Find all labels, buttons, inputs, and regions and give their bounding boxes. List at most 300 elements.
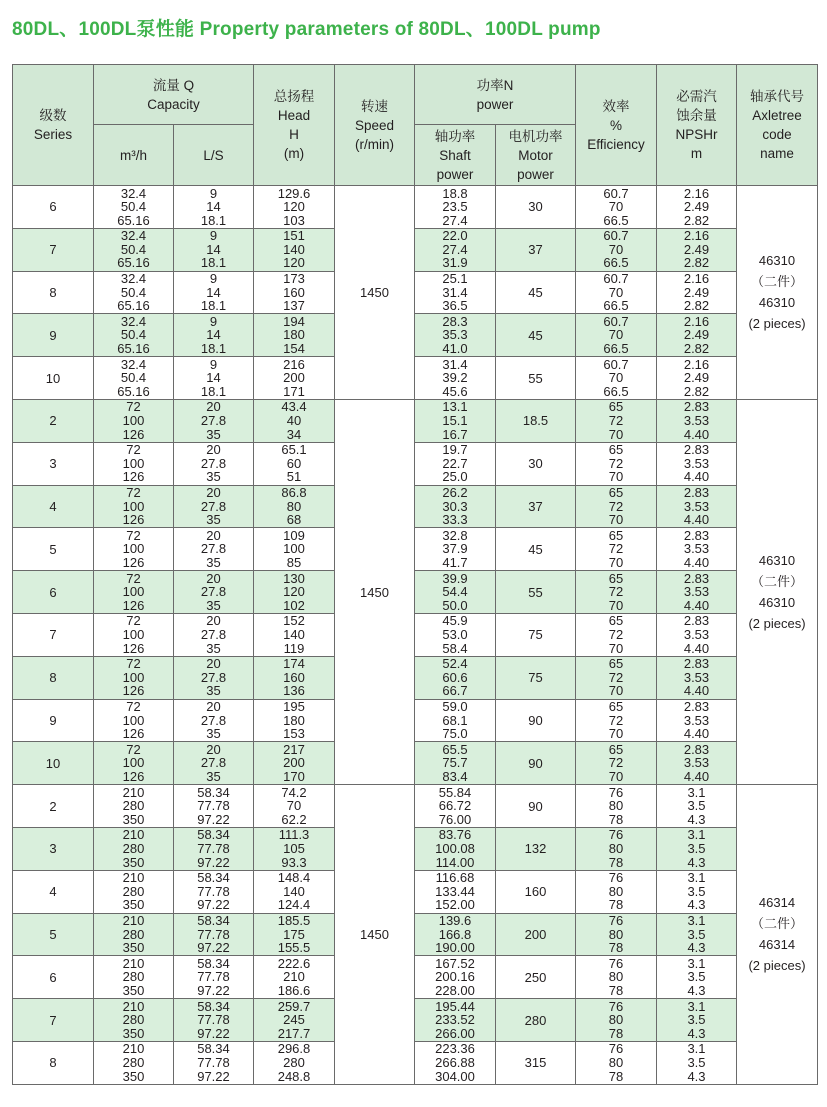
header-axletree-en1: Axletree <box>752 108 802 123</box>
table-row <box>13 785 818 828</box>
shaft-power-cell-value: 200.16 <box>435 969 475 985</box>
shaft-power-cell-value: 25.1 <box>442 271 468 287</box>
npsh-cell <box>657 956 737 999</box>
capacity-ls-cell <box>174 656 254 699</box>
capacity-m3h-cell <box>94 613 174 656</box>
axletree-cell <box>737 399 818 784</box>
head-cell-value: 148.4 <box>277 870 311 886</box>
table-row <box>13 271 818 314</box>
shaft-power-cell-value: 100.08 <box>435 841 475 857</box>
head-cell-value: 222.6 <box>277 955 311 971</box>
capacity-m3h-cell-value: 72 <box>126 485 141 501</box>
capacity-m3h-cell-value: 280 <box>122 883 145 899</box>
capacity-m3h-cell-value: 100 <box>122 712 145 728</box>
head-cell <box>254 656 335 699</box>
shaft-power-cell <box>415 228 496 271</box>
capacity-ls-cell <box>174 528 254 571</box>
efficiency-cell-value: 72 <box>608 584 624 600</box>
head-cell-value: 62.2 <box>281 811 307 827</box>
npsh-cell-value: 4.40 <box>683 597 710 613</box>
head-cell <box>254 1041 335 1084</box>
efficiency-cell-value: 65 <box>608 570 624 586</box>
capacity-m3h-cell-value: 65.16 <box>117 341 150 357</box>
capacity-m3h-cell-value: 350 <box>122 897 145 913</box>
head-cell-value: 194 <box>283 313 305 329</box>
efficiency-cell <box>576 528 657 571</box>
npsh-cell <box>657 442 737 485</box>
capacity-m3h-cell-value: 32.4 <box>120 313 147 329</box>
capacity-ls-cell <box>174 357 254 400</box>
efficiency-cell-value: 78 <box>608 1068 624 1084</box>
capacity-ls-cell <box>174 699 254 742</box>
efficiency-cell-value: 78 <box>608 983 624 999</box>
npsh-cell-value: 2.16 <box>683 228 710 244</box>
capacity-m3h-cell-value: 280 <box>122 926 145 942</box>
header-power <box>415 65 576 125</box>
capacity-m3h-cell-value: 72 <box>126 613 141 629</box>
capacity-m3h-cell <box>94 827 174 870</box>
npsh-cell <box>657 357 737 400</box>
shaft-power-cell-value: 68.1 <box>442 712 468 728</box>
header-efficiency-cn: 效率 <box>602 98 630 114</box>
capacity-ls-cell <box>174 956 254 999</box>
shaft-power-cell-value: 152.00 <box>435 897 475 913</box>
shaft-power-cell-value: 19.7 <box>442 442 468 458</box>
motor-power-cell: 18.5 <box>496 399 576 442</box>
shaft-power-cell-value: 167.52 <box>435 955 475 971</box>
capacity-m3h-cell-value: 50.4 <box>120 370 147 386</box>
capacity-m3h-cell <box>94 357 174 400</box>
efficiency-cell-value: 78 <box>608 940 624 956</box>
capacity-m3h-cell-value: 210 <box>122 1041 145 1057</box>
capacity-ls-cell-value: 18.1 <box>200 341 227 357</box>
capacity-m3h-cell <box>94 442 174 485</box>
shaft-power-cell-value: 16.7 <box>442 426 468 442</box>
capacity-m3h-cell-value: 350 <box>122 811 145 827</box>
capacity-m3h-cell-value: 350 <box>122 854 145 870</box>
head-cell-value: 80 <box>286 498 302 514</box>
capacity-m3h-cell-value: 65.16 <box>117 212 150 228</box>
npsh-cell-value: 2.49 <box>683 370 710 386</box>
axletree-line: (2 pieces) <box>748 616 806 632</box>
npsh-cell <box>657 827 737 870</box>
efficiency-cell <box>576 485 657 528</box>
shaft-power-cell-value: 76.00 <box>438 811 472 827</box>
head-cell-value: 74.2 <box>281 784 307 800</box>
efficiency-cell <box>576 228 657 271</box>
motor-power-cell: 90 <box>496 699 576 742</box>
capacity-m3h-cell-value: 280 <box>122 1055 145 1071</box>
capacity-m3h-cell-value: 72 <box>126 399 141 415</box>
npsh-cell <box>657 485 737 528</box>
header-capacity-cn: 流量 Q <box>152 77 195 93</box>
npsh-cell-value: 4.40 <box>683 512 710 528</box>
capacity-ls-cell-value: 77.78 <box>197 798 230 814</box>
shaft-power-cell <box>415 913 496 956</box>
npsh-cell-value: 2.82 <box>683 341 710 357</box>
shaft-power-cell-value: 25.0 <box>442 469 468 485</box>
head-cell-value: 186.6 <box>277 983 311 999</box>
series-cell: 8 <box>13 271 94 314</box>
capacity-ls-cell-value: 18.1 <box>200 212 227 228</box>
header-axletree-en2: code <box>762 127 792 142</box>
table-row <box>13 613 818 656</box>
shaft-power-cell <box>415 314 496 357</box>
efficiency-cell <box>576 785 657 828</box>
capacity-ls-cell-value: 35 <box>206 769 221 785</box>
capacity-m3h-cell <box>94 699 174 742</box>
shaft-power-cell-value: 23.5 <box>442 199 468 215</box>
npsh-cell-value: 3.53 <box>683 627 710 643</box>
npsh-cell <box>657 186 737 229</box>
series-cell: 6 <box>13 186 94 229</box>
efficiency-cell-value: 60.7 <box>603 185 629 201</box>
efficiency-cell-value: 80 <box>608 841 624 857</box>
efficiency-cell <box>576 271 657 314</box>
series-cell: 6 <box>13 571 94 614</box>
capacity-m3h-cell <box>94 913 174 956</box>
npsh-cell-value: 2.82 <box>683 383 710 399</box>
capacity-ls-cell-value: 58.34 <box>197 784 230 800</box>
capacity-m3h-cell <box>94 870 174 913</box>
efficiency-cell-value: 78 <box>608 1025 624 1041</box>
head-cell-value: 105 <box>283 841 305 857</box>
shaft-power-cell-value: 41.0 <box>442 341 468 357</box>
efficiency-cell-value: 60.7 <box>603 356 629 372</box>
capacity-m3h-cell-value: 100 <box>122 455 145 471</box>
table-row <box>13 357 818 400</box>
head-cell-value: 259.7 <box>277 998 311 1014</box>
npsh-cell-value: 3.1 <box>687 955 706 971</box>
shaft-power-cell-value: 55.84 <box>438 784 472 800</box>
efficiency-cell-value: 72 <box>608 498 624 514</box>
capacity-m3h-cell <box>94 314 174 357</box>
capacity-ls-cell-value: 20 <box>206 741 221 757</box>
capacity-m3h-cell-value: 126 <box>122 426 145 442</box>
capacity-ls-cell-value: 35 <box>206 683 221 699</box>
efficiency-cell-value: 66.5 <box>603 212 629 228</box>
capacity-m3h-cell-value: 280 <box>122 798 145 814</box>
shaft-power-cell-value: 28.3 <box>442 313 468 329</box>
head-cell-value: 153 <box>283 726 305 742</box>
head-cell-value: 248.8 <box>277 1068 311 1084</box>
capacity-ls-cell <box>174 571 254 614</box>
npsh-cell-value: 2.49 <box>683 284 710 300</box>
shaft-power-cell <box>415 656 496 699</box>
speed-cell: 1450 <box>335 785 415 1085</box>
efficiency-cell-value: 65 <box>608 399 624 415</box>
head-cell-value: 109 <box>283 527 305 543</box>
table-row <box>13 442 818 485</box>
capacity-m3h-cell-value: 72 <box>126 527 141 543</box>
shaft-power-cell-value: 65.5 <box>442 741 468 757</box>
npsh-cell-value: 4.3 <box>687 811 706 827</box>
motor-power-cell: 45 <box>496 528 576 571</box>
capacity-ls-cell <box>174 442 254 485</box>
efficiency-cell <box>576 613 657 656</box>
npsh-cell-value: 2.49 <box>683 199 710 215</box>
shaft-power-cell-value: 133.44 <box>435 883 475 899</box>
header-npsh <box>657 65 737 186</box>
shaft-power-cell <box>415 271 496 314</box>
shaft-power-cell-value: 58.4 <box>442 640 468 656</box>
head-cell-value: 152 <box>283 613 305 629</box>
capacity-m3h-cell-value: 126 <box>122 469 145 485</box>
head-cell <box>254 442 335 485</box>
head-cell-value: 120 <box>283 255 305 271</box>
motor-power-cell: 280 <box>496 999 576 1042</box>
capacity-m3h-cell-value: 72 <box>126 442 141 458</box>
capacity-ls-cell <box>174 228 254 271</box>
npsh-cell <box>657 870 737 913</box>
shaft-power-cell <box>415 357 496 400</box>
header-motor-en2: power <box>517 166 554 182</box>
efficiency-cell-value: 72 <box>608 627 624 643</box>
efficiency-cell-value: 80 <box>608 883 624 899</box>
capacity-ls-cell-value: 35 <box>206 726 221 742</box>
shaft-power-cell-value: 37.9 <box>442 541 468 557</box>
shaft-power-cell-value: 22.0 <box>442 228 468 244</box>
efficiency-cell-value: 70 <box>608 555 624 571</box>
efficiency-cell <box>576 1041 657 1084</box>
capacity-ls-cell-value: 9 <box>209 185 218 201</box>
table-row <box>13 956 818 999</box>
shaft-power-cell-value: 190.00 <box>435 940 475 956</box>
capacity-m3h-cell <box>94 186 174 229</box>
shaft-power-cell-value: 266.88 <box>435 1055 475 1071</box>
pump-parameter-table <box>12 64 818 1085</box>
table-body <box>13 186 818 1085</box>
efficiency-cell-value: 70 <box>608 683 624 699</box>
axletree-cell <box>737 186 818 400</box>
efficiency-cell-value: 76 <box>608 913 624 929</box>
header-npsh-cn2: 蚀余量 <box>676 108 717 123</box>
capacity-m3h-cell-value: 100 <box>122 584 145 600</box>
head-cell-value: 151 <box>283 228 305 244</box>
npsh-cell-value: 3.5 <box>687 798 706 814</box>
npsh-cell-value: 3.1 <box>687 784 706 800</box>
header-series-en: Series <box>33 127 73 142</box>
efficiency-cell-value: 65 <box>608 741 624 757</box>
npsh-cell-value: 3.53 <box>683 755 710 771</box>
capacity-m3h-cell-value: 210 <box>122 913 145 929</box>
header-head-unit: (m) <box>283 146 305 161</box>
head-cell-value: 170 <box>283 769 305 785</box>
head-cell <box>254 357 335 400</box>
shaft-power-cell-value: 223.36 <box>435 1041 475 1057</box>
shaft-power-cell-value: 18.8 <box>442 185 468 201</box>
shaft-power-cell-value: 31.4 <box>442 356 468 372</box>
table-row <box>13 913 818 956</box>
motor-power-cell: 75 <box>496 656 576 699</box>
head-cell <box>254 485 335 528</box>
efficiency-cell-value: 76 <box>608 870 624 886</box>
shaft-power-cell <box>415 442 496 485</box>
head-cell-value: 137 <box>283 298 305 314</box>
shaft-power-cell-value: 116.68 <box>435 870 475 886</box>
capacity-ls-cell-value: 97.22 <box>197 897 230 913</box>
efficiency-cell-value: 78 <box>608 897 624 913</box>
npsh-cell <box>657 613 737 656</box>
shaft-power-cell-value: 75.0 <box>442 726 468 742</box>
capacity-m3h-cell-value: 126 <box>122 597 145 613</box>
page-title: 80DL、100DL泵性能 Property parameters of 80DL、100DL pump <box>12 19 601 40</box>
npsh-cell-value: 3.5 <box>687 926 706 942</box>
table-row <box>13 827 818 870</box>
series-cell: 4 <box>13 870 94 913</box>
motor-power-cell: 200 <box>496 913 576 956</box>
header-series-cn: 级数 <box>39 108 67 123</box>
capacity-ls-cell-value: 20 <box>206 485 221 501</box>
capacity-m3h-cell-value: 126 <box>122 726 145 742</box>
npsh-cell-value: 2.83 <box>683 699 710 715</box>
shaft-power-cell-value: 139.6 <box>438 913 472 929</box>
npsh-cell-value: 4.40 <box>683 469 710 485</box>
capacity-m3h-cell-value: 65.16 <box>117 255 150 271</box>
axletree-line: 46310 <box>758 253 796 269</box>
shaft-power-cell <box>415 613 496 656</box>
head-cell-value: 195 <box>283 699 305 715</box>
capacity-m3h-cell-value: 72 <box>126 699 141 715</box>
efficiency-cell-value: 66.5 <box>603 255 629 271</box>
header-head <box>254 65 335 186</box>
efficiency-cell-value: 78 <box>608 854 624 870</box>
shaft-power-cell-value: 45.9 <box>442 613 468 629</box>
axletree-line: 46314 <box>758 895 796 911</box>
efficiency-cell-value: 66.5 <box>603 341 629 357</box>
capacity-ls-cell-value: 9 <box>209 356 218 372</box>
capacity-m3h-cell-value: 65.16 <box>117 298 150 314</box>
series-cell: 7 <box>13 228 94 271</box>
motor-power-cell: 45 <box>496 314 576 357</box>
motor-power-cell: 75 <box>496 613 576 656</box>
shaft-power-cell-value: 60.6 <box>442 669 468 685</box>
header-power-en: power <box>476 96 514 112</box>
efficiency-cell-value: 72 <box>608 712 624 728</box>
table-row <box>13 999 818 1042</box>
efficiency-cell-value: 60.7 <box>603 271 629 287</box>
table-row <box>13 399 818 442</box>
head-cell <box>254 699 335 742</box>
npsh-cell-value: 3.5 <box>687 883 706 899</box>
efficiency-cell-value: 70 <box>608 284 624 300</box>
head-cell <box>254 228 335 271</box>
shaft-power-cell-value: 39.2 <box>442 370 468 386</box>
head-cell-value: 171 <box>283 383 305 399</box>
efficiency-cell-value: 65 <box>608 442 624 458</box>
capacity-ls-cell <box>174 613 254 656</box>
head-cell-value: 185.5 <box>277 913 311 929</box>
head-cell <box>254 186 335 229</box>
shaft-power-cell-value: 52.4 <box>442 656 468 672</box>
capacity-ls-cell <box>174 485 254 528</box>
head-cell-value: 174 <box>283 656 305 672</box>
head-cell-value: 200 <box>283 755 305 771</box>
efficiency-cell <box>576 399 657 442</box>
series-cell: 9 <box>13 699 94 742</box>
shaft-power-cell <box>415 399 496 442</box>
efficiency-cell <box>576 442 657 485</box>
efficiency-cell-value: 70 <box>608 726 624 742</box>
header-capacity-en: Capacity <box>147 96 200 112</box>
head-cell-value: 85 <box>286 555 302 571</box>
header-motor-power <box>496 125 576 186</box>
efficiency-cell-value: 80 <box>608 1055 624 1071</box>
npsh-cell-value: 2.83 <box>683 613 710 629</box>
header-head-en: Head <box>277 108 311 123</box>
head-cell-value: 245 <box>283 1012 305 1028</box>
series-cell: 8 <box>13 1041 94 1084</box>
npsh-cell-value: 3.53 <box>683 413 710 429</box>
head-cell-value: 280 <box>283 1055 305 1071</box>
npsh-cell-value: 4.3 <box>687 983 706 999</box>
npsh-cell-value: 3.1 <box>687 1041 706 1057</box>
shaft-power-cell-value: 26.2 <box>442 485 468 501</box>
efficiency-cell-value: 70 <box>608 597 624 613</box>
npsh-cell <box>657 656 737 699</box>
head-cell-value: 119 <box>283 640 305 656</box>
shaft-power-cell <box>415 186 496 229</box>
shaft-power-cell-value: 30.3 <box>442 498 468 514</box>
head-cell <box>254 271 335 314</box>
head-cell <box>254 314 335 357</box>
shaft-power-cell-value: 36.5 <box>442 298 468 314</box>
efficiency-cell-value: 70 <box>608 199 624 215</box>
capacity-ls-cell <box>174 399 254 442</box>
axletree-line: （二件） <box>750 274 803 290</box>
header-ls: L/S <box>174 125 254 186</box>
capacity-ls-cell-value: 77.78 <box>197 883 230 899</box>
head-cell-value: 129.6 <box>277 185 311 201</box>
capacity-ls-cell-value: 27.8 <box>200 584 227 600</box>
table-row <box>13 228 818 271</box>
head-cell <box>254 999 335 1042</box>
axletree-line: 46310 <box>758 295 796 311</box>
head-cell <box>254 785 335 828</box>
efficiency-cell-value: 72 <box>608 541 624 557</box>
axletree-line: （二件） <box>750 574 803 590</box>
npsh-cell <box>657 999 737 1042</box>
series-cell: 4 <box>13 485 94 528</box>
shaft-power-cell-value: 32.8 <box>442 527 468 543</box>
capacity-m3h-cell <box>94 656 174 699</box>
efficiency-cell-value: 70 <box>608 426 624 442</box>
npsh-cell-value: 3.5 <box>687 1055 706 1071</box>
shaft-power-cell-value: 15.1 <box>442 413 468 429</box>
efficiency-cell-value: 70 <box>608 327 624 343</box>
npsh-cell-value: 3.1 <box>687 827 706 843</box>
head-cell-value: 86.8 <box>281 485 307 501</box>
series-cell: 7 <box>13 613 94 656</box>
head-cell <box>254 742 335 785</box>
motor-power-cell: 30 <box>496 186 576 229</box>
capacity-ls-cell <box>174 186 254 229</box>
npsh-cell-value: 3.5 <box>687 969 706 985</box>
npsh-cell-value: 4.40 <box>683 640 710 656</box>
npsh-cell-value: 4.3 <box>687 854 706 870</box>
npsh-cell <box>657 742 737 785</box>
axletree-line: (2 pieces) <box>748 958 806 974</box>
npsh-cell <box>657 228 737 271</box>
capacity-ls-cell <box>174 742 254 785</box>
capacity-m3h-cell-value: 280 <box>122 1012 145 1028</box>
npsh-cell-value: 4.3 <box>687 897 706 913</box>
shaft-power-cell-value: 66.7 <box>442 683 468 699</box>
npsh-cell-value: 4.40 <box>683 426 710 442</box>
capacity-ls-cell-value: 77.78 <box>197 926 230 942</box>
capacity-m3h-cell-value: 350 <box>122 1068 145 1084</box>
speed-cell: 1450 <box>335 186 415 400</box>
